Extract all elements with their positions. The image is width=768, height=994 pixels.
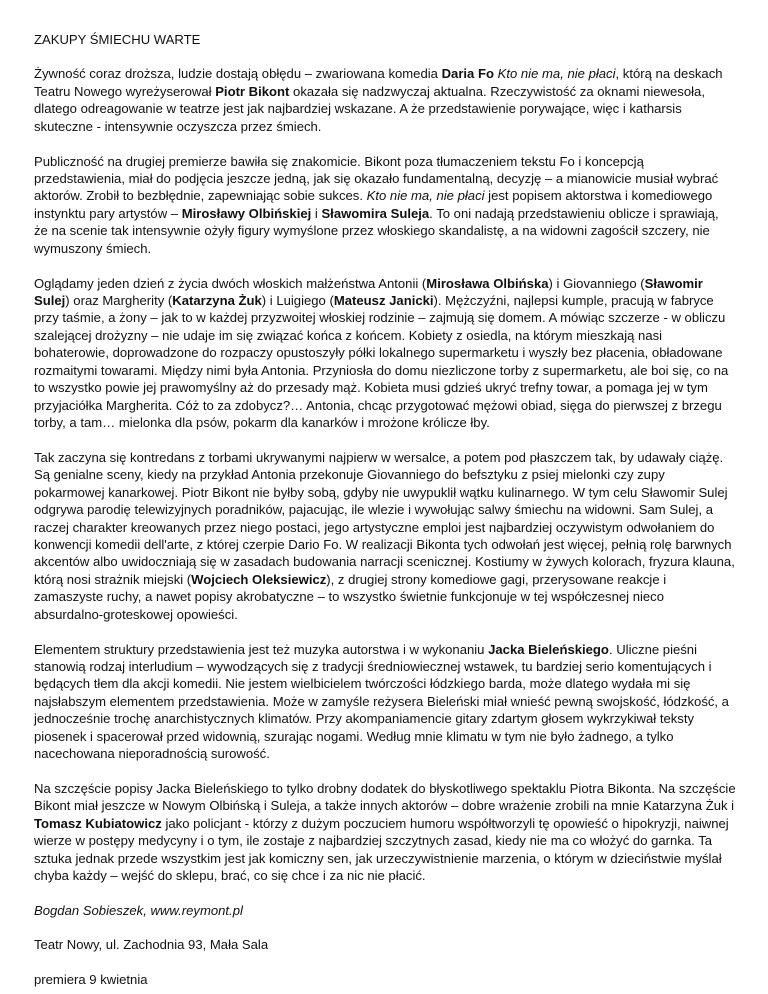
- venue: Teatr Nowy, ul. Zachodnia 93, Mała Sala: [34, 937, 269, 953]
- actor-name: Mirosława Olbińska: [426, 275, 549, 291]
- play-title: Kto nie ma, nie płaci: [497, 66, 616, 82]
- text: ), z drugiej strony komediowe gagi, przerysowane reakcje i zamaszyste ruchy, a nawet popisy akrobatyczne – to wszystko świetnie funkcjonuje w tej współczesnej nieco absurdalno-groteskowej opowieści.: [34, 571, 667, 622]
- text: ) oraz Margherity (: [65, 293, 173, 309]
- paragraph-2: [34, 153, 736, 257]
- paragraph-5: [34, 641, 736, 763]
- text: Elementem struktury przedstawienia jest też muzyka autorstwa i w wykonaniu: [34, 641, 489, 657]
- text: . Uliczne pieśni stanowią rodzaj interludium – wywodzących się z tradycji średniowiecznej wstawek, tu bardziej serio komentujących i będących tłem dla akcji komedii. Nie jestem wielbicielem twórczości łódzkiego barda, może dlatego wydała mi się najsłabszym elementem przedstawienia. Może w zamyśle reżysera Bieleński miał wnieść pewną swojskość, łódzkość, a jednocześnie trochę anarchistycznych klimatów. Przy akompaniamencie gitary zdartym głosem wykrzykiwał teksty piosenek i spacerował przed widownią, szurając nogami. Według mnie klimatu w tym nie było żadnego, a tylko nacechowana nieporadnością surowość.: [34, 641, 729, 761]
- text: Publiczność na drugiej premierze bawiła się znakomicie. Bikont poza tłumaczeniem tekstu Fo i koncepcją przedstawienia, miał do podjęcia jeszcze jedną, jak się okazało fundamentalną, decyzję – a mianowicie musiał wybrać aktorów. Zrobił to bezbłędnie, zapewniając sobie sukces.: [34, 153, 719, 204]
- paragraph-1: [34, 65, 736, 135]
- text: , którą na deskach Teatru Nowego wyreżyserował: [34, 66, 723, 99]
- director-name: Piotr Bikont: [215, 83, 290, 99]
- text: jest popisem aktorstwa i komediowego instynktu pary artystów –: [34, 188, 713, 221]
- paragraph-6: [34, 780, 736, 884]
- text: . To oni nadają przedstawieniu oblicze i sprawiają, że na scenie tak intensywnie ożyły figury wymyślone przez włoskiego skandalistę, a na widowni zagościł szczery, nie wymuszony śmiech.: [34, 205, 719, 256]
- actor-name: Sławomira Suleja: [321, 205, 430, 221]
- text: okazała się nadzwyczaj aktualna. Rzeczywistość za oknami niewesoła, dlatego odreagowanie w teatrze jest jak najbardziej wskazane. A że przedstawienie porywające, więc i katharsis skuteczne - intensywnie oczyszcza przez śmiech.: [34, 83, 705, 134]
- text: Żywność coraz droższa, ludzie dostają obłędu – zwariowana komedia: [34, 66, 442, 82]
- text: Tak zaczyna się kontredans z torbami ukrywanymi najpierw w wersalce, a potem pod płaszczem tak, by udawały ciążę. Są genialne sceny, kiedy na przykład Antonia przekonuje Giovanniego do befsztyku z psiej mielonki czy zupy pokarmowej kanarkowej. Piotr Bikont nie byłby sobą, gdyby nie uwypuklił wątku kulinarnego. W tym celu Sławomir Sulej odgrywa parodię telewizyjnych poradników, pajacując, ile wlezie i wywołując salwy śmiechu na widowni. Sam Sulej, a raczej charakter kreowanych przez niego postaci, jego artystyczne emploi jest najbardziej oczywistym odwołaniem do konwencji komedii dell'arte, z której czerpie Dario Fo. W realizacji Bikonta tych odwołań jest więcej, pełnią rolę barwnych akcentów albo uwidoczniają się w zasadach budowania narracji scenicznej. Kostiumy w żywych kolorach, fryzura klauna, którą nosi strażnik miejski (: [34, 449, 735, 587]
- play-title: Kto nie ma, nie płaci: [366, 188, 485, 204]
- author-name: Daria Fo: [441, 66, 494, 82]
- actor-name: Katarzyna Żuk: [172, 293, 262, 309]
- actor-name: Mirosławy Olbińskiej: [181, 205, 312, 221]
- text: Oglądamy jeden dzień z życia dwóch włoskich małżeństwa Antonii (: [34, 275, 427, 291]
- signature-text: Bogdan Sobieszek, www.reymont.pl: [34, 903, 243, 919]
- text: Na szczęście popisy Jacka Bieleńskiego to tylko drobny dodatek do błyskotliwego spektaklu Piotra Bikonta. Na szczęście Bikont miał jeszcze w Nowym Olbińską i Suleja, a także innych aktorów – dobre wrażenie zrobili na mnie Katarzyna Żuk i: [34, 781, 736, 814]
- actor-name: Tomasz Kubiatowicz: [34, 815, 162, 831]
- actor-name: Mateusz Janicki: [333, 293, 434, 309]
- signature: [34, 902, 736, 919]
- article-title: ZAKUPY ŚMIECHU WARTE: [34, 32, 201, 47]
- paragraph-4: [34, 449, 736, 623]
- actor-name: Wojciech Oleksiewicz: [191, 571, 327, 587]
- text: ) i Luigiego (: [261, 293, 334, 309]
- actor-name: Sławomir Sulej: [34, 275, 703, 309]
- text: i: [311, 205, 322, 221]
- premiere-date: premiera 9 kwietnia: [34, 971, 148, 987]
- text: jako policjant - którzy z dużym poczuciem humoru współtworzyli tę opowieść o hipokryzji, naiwnej wierze w postępy medycyny i o tym, ile zostaje z najbardziej szczytnych zasad, kiedy nie ma co włożyć do garnka. Ta sztuka jednak przede wszystkim jest jak komiczny sen, jak urzeczywistnienie marzenia, o którym w dzieciństwie myślał chyba każdy – wejść do sklepu, brać, co się chce i za nic nie płacić.: [34, 815, 729, 884]
- text: ) i Giovanniego (: [548, 275, 645, 291]
- text: ). Mężczyźni, najlepsi kumple, pracują w fabryce przy taśmie, a żony – jak to w każdej przyzwoitej włoskiej rodzinie – zajmują się domem. A mówiąc szczerze - w obliczu szalejącej drożyzny – nie udaje im się związać końca z końcem. Kobiety z osiedla, na którym mieszkają nasi bohaterowie, doprowadzone do rozpaczy opustoszyły półki lokalnego supermarketu i wyszły bez płacenia, obładowane rozmaitymi towarami. Między nimi była Antonia. Przyniosła do domu niezliczone torby z supermarketu, ale boi się, co na to wszystko powie jej prawomyślny aż do przesady mąż. Kobieta musi gdzieś ukryć trefny towar, a pomaga jej w tym przyjaciółka Margherita. Cóż to za zdobycz?… Antonia, chcąc przygotować mężowi obiad, sięga do pierwszej z brzegu torby, a tam… mielonka dla psów, pokarm dla kanarków i mrożone królicze łby.: [34, 293, 729, 430]
- paragraph-3: [34, 275, 736, 432]
- musician-name: Jacka Bieleńskiego: [488, 641, 609, 657]
